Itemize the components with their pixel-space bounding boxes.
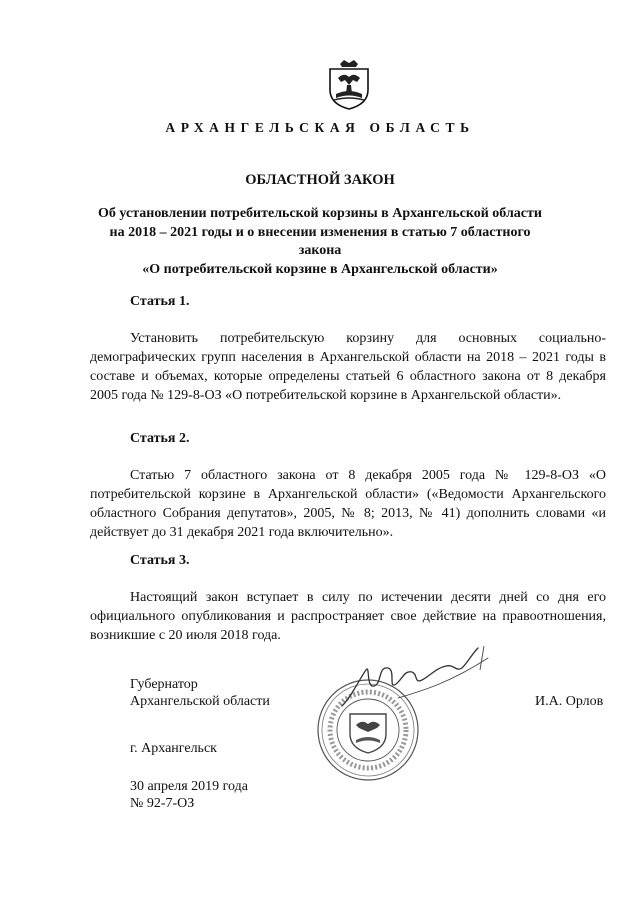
city: г. Архангельск: [130, 741, 217, 756]
law-title-line: на 2018 – 2021 годы и о внесении изменения в статью 7 областного закона: [109, 224, 531, 258]
handwritten-signature-icon: [338, 640, 498, 720]
signer-position-line2: Архангельской области: [130, 694, 270, 709]
article-1-text: Установить потребительскую корзину для основных социально-демографических групп населения в Архангельской области на 2018 – 2021 годы в составе и объемах, которые определены статьей 6 областного закона от 8 декабря 2005 года № 129-8-ОЗ «О потребительской корзине в Архангельской области».: [90, 331, 606, 403]
coat-of-arms-icon: [326, 58, 372, 110]
signer-name: И.А. Орлов: [535, 694, 604, 709]
law-number: № 92-7-ОЗ: [130, 796, 195, 811]
law-title-line: «О потребительской корзине в Архангельской области»: [142, 261, 498, 277]
law-title: [90, 205, 550, 279]
article-2-text: Статью 7 областного закона от 8 декабря 2005 года № 129-8-ОЗ «О потребительской корзине в Архангельской области» («Ведомости Архангельского областного Собрания депутатов», 2005, № 8; 2013, № 41) дополнить словами «и действует до 31 декабря 2021 года включительно».: [90, 468, 606, 540]
signer-position-line1: Губернатор: [130, 677, 198, 692]
law-title-line: Об установлении потребительской корзины в Архангельской области: [98, 206, 542, 221]
signing-date: 30 апреля 2019 года: [130, 779, 248, 794]
region-name: АРХАНГЕЛЬСКАЯ ОБЛАСТЬ: [165, 120, 475, 135]
article-1-heading: Статья 1.: [130, 294, 190, 309]
article-3-text: Настоящий закон вступает в силу по истечении десяти дней со дня его официального опубликования и распространяет свое действие на правоотношения, возникшие с 20 июля 2018 года.: [90, 590, 606, 643]
article-3-heading: Статья 3.: [130, 553, 190, 568]
article-2-heading: Статья 2.: [130, 431, 190, 446]
document-type: ОБЛАСТНОЙ ЗАКОН: [245, 172, 395, 188]
